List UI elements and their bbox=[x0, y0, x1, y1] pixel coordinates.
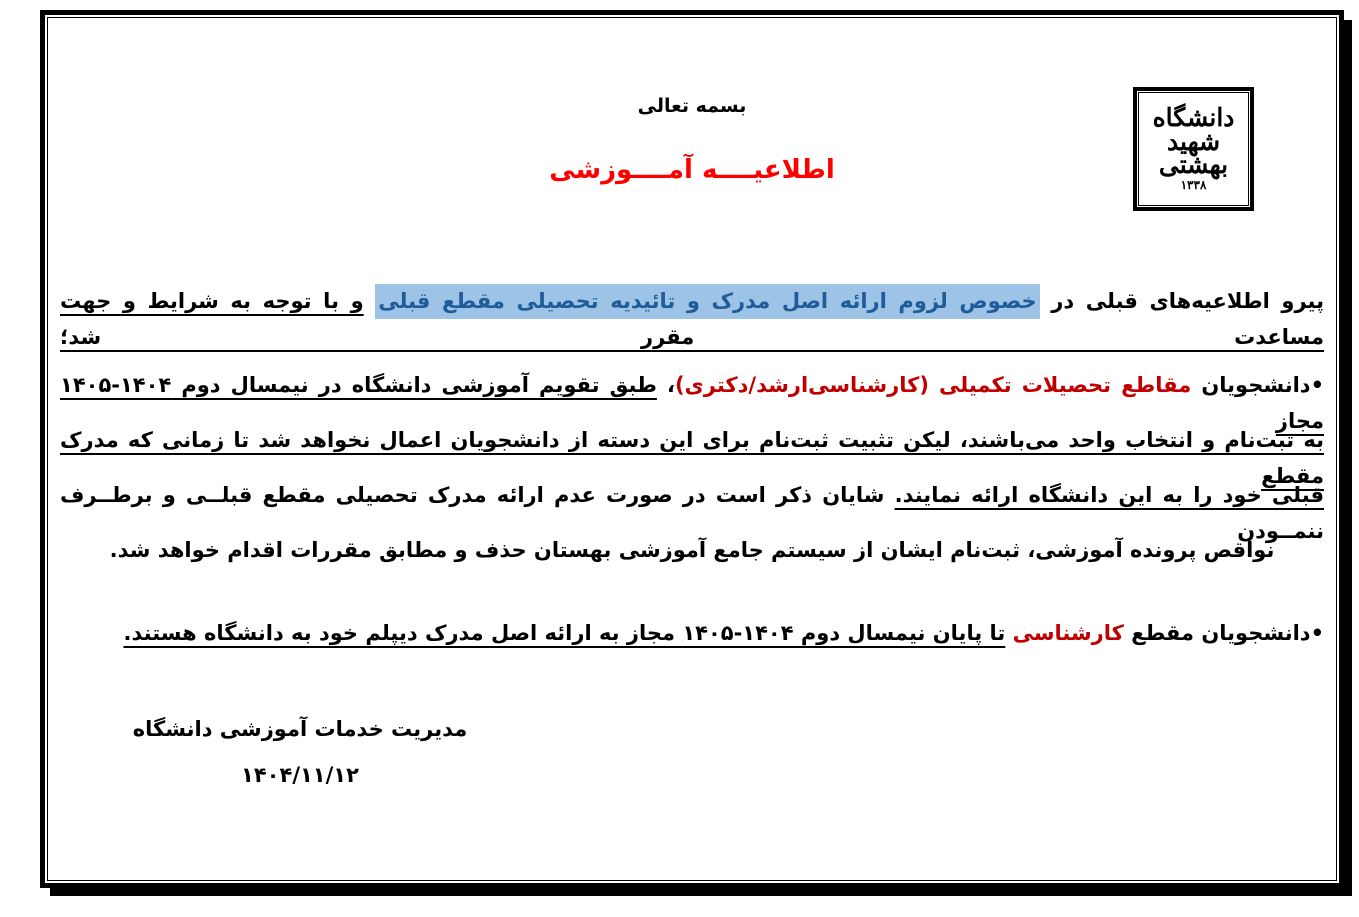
intro-line bbox=[60, 283, 1324, 355]
highlighted-text: خصوص لزوم ارائه اصل مدرک و تائیدیه تحصیلی مقطع قبلی bbox=[375, 284, 1039, 319]
text-segment: ۱۴۰۵-۱۴۰۴ bbox=[682, 621, 794, 645]
text-segment: مقاطع تحصیلات تکمیلی (کارشناسی‌ارشد/دکتری) bbox=[674, 373, 1192, 397]
text-segment bbox=[1005, 621, 1012, 645]
text-segment: •دانشجویان مقطع bbox=[1123, 621, 1324, 645]
signature-date: ۱۴۰۴/۱۱/۱۲ bbox=[241, 763, 359, 787]
text-segment: مجاز bbox=[1275, 409, 1324, 433]
text-segment: مجاز به ارائه اصل مدرک دیپلم خود به دانشگاه هستند. bbox=[123, 621, 683, 645]
text-segment: ۱۴۰۵-۱۴۰۴ bbox=[60, 373, 172, 397]
page-border-frame bbox=[40, 10, 1344, 888]
logo-founding-year: ۱۳۳۸ bbox=[1180, 178, 1207, 193]
bullet2-line bbox=[60, 615, 1324, 651]
logo-text-line3: بهشتی bbox=[1158, 150, 1229, 180]
text-segment: و با توجه به شرایط و جهت مساعدت مقرر شد؛ bbox=[60, 289, 1324, 349]
signature-block bbox=[125, 717, 475, 787]
text-segment: قبلی خود را به این دانشگاه ارائه نمایند. bbox=[894, 483, 1325, 507]
text-segment: شایان ذکر است در صورت عدم ارائه مدرک تحصیلی مقطع قبلــی و برطــرف ننمــودن bbox=[60, 483, 1324, 543]
page-content bbox=[45, 15, 1339, 883]
text-segment: کارشناسی bbox=[1012, 621, 1124, 645]
text-segment bbox=[364, 289, 376, 313]
university-logo bbox=[1133, 87, 1254, 211]
bullet1-line4 bbox=[60, 532, 1324, 568]
text-segment: ، bbox=[656, 373, 675, 397]
signature-text: مدیریت خدمات آموزشی دانشگاه bbox=[132, 717, 468, 741]
bismillah-text: بسمه تعالی bbox=[637, 95, 747, 117]
text-segment: تا پایان نیمسال دوم bbox=[793, 621, 1006, 645]
text-segment: به ثبت‌نام و انتخاب واحد می‌باشند، لیکن تثبیت ثبت‌نام برای این دسته از دانشجویان اعمال نخواهد شد تا زمانی که مدرک مقطع bbox=[60, 428, 1324, 488]
text-segment: طبق تقویم آموزشی دانشگاه در نیمسال دوم bbox=[171, 373, 657, 397]
announcement-title: اطلاعیــــه آمــــوزشی bbox=[549, 155, 835, 185]
logo-text-line2: شهید bbox=[1166, 126, 1221, 156]
text-segment: نواقص پرونده آموزشی، ثبت‌نام ایشان از سیستم جامع آموزشی بهستان حذف و مطابق مقررات اقدام خواهد شد. bbox=[109, 538, 1275, 562]
logo-text-line1: دانشگاه bbox=[1152, 102, 1235, 132]
text-segment: •دانشجویان bbox=[1191, 373, 1324, 397]
text-segment: پیرو اطلاعیه‌های قبلی در bbox=[1039, 289, 1324, 313]
